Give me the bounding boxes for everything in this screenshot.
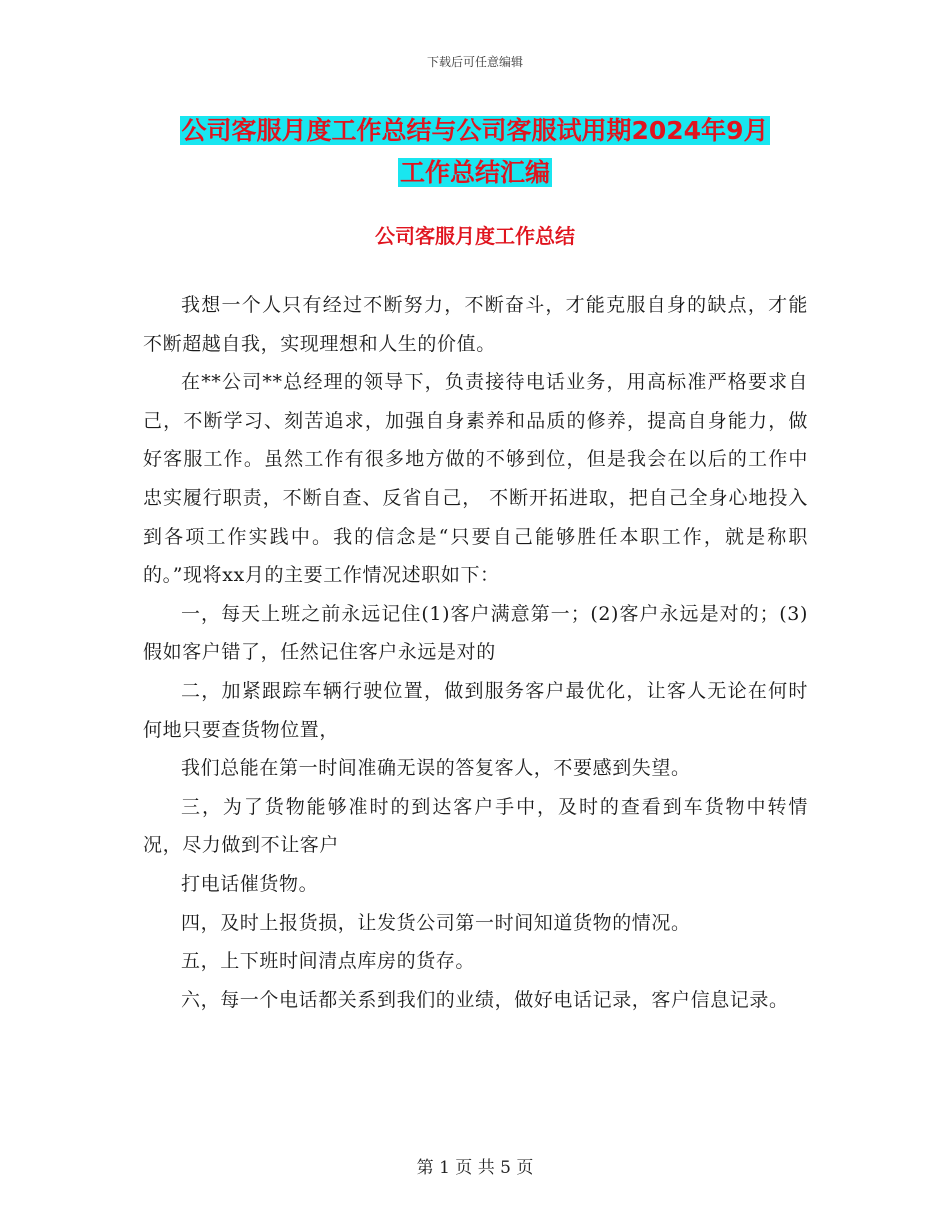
paragraph: 打电话催货物。: [181, 872, 319, 895]
paragraph: 我们总能在第一时间准确无误的答复客人，不要感到失望。: [181, 757, 691, 780]
main-title-line-1: [0, 113, 950, 149]
section-title: 公司客服月度工作总结: [375, 224, 575, 248]
page-number-footer: 第 1 页 共 5 页: [416, 1158, 534, 1178]
paragraph: 在**公司**总经理的领导下，负责接待电话业务，用高标准严格要求自己，不断学习、刻苦追求，加强自身素养和品质的修养，提高自身能力，做好客服工作。虽然工作有很多地方做的不够到位，但是我会在以后的工作中忠实履行职责，不断自查、反省自己， 不断开拓进取，把自己全身心地投入到各项工作实践中。我的信念是“只要自己能够胜任本职工作，就是称职的。”现将xx月的主要工作情况述职如下：: [143, 371, 808, 587]
paragraph: 四，及时上报货损，让发货公司第一时间知道货物的情况。: [181, 911, 691, 934]
paragraph: 一，每天上班之前永远记住(1)客户满意第一；(2)客户永远是对的；(3)假如客户错了，任然记住客户永远是对的: [143, 602, 808, 664]
paragraph: 六，每一个电话都关系到我们的业绩，做好电话记录，客户信息记录。: [181, 988, 789, 1011]
paragraph: 三，为了货物能够准时的到达客户手中，及时的查看到车货物中转情况，尽力做到不让客户: [143, 795, 808, 857]
main-title-line-1-text: 公司客服月度工作总结与公司客服试用期2024年9月: [181, 116, 769, 145]
paragraph: 我想一个人只有经过不断努力，不断奋斗，才能克服自身的缺点，才能不断超越自我，实现理想和人生的价值。: [143, 294, 808, 355]
header-note: 下载后可任意编辑: [426, 55, 523, 69]
paragraph: 五，上下班时间清点库房的货存。: [181, 950, 476, 973]
body-text: [143, 286, 808, 1019]
main-title-line-2-text: 工作总结汇编: [399, 158, 550, 187]
paragraph: 二，加紧跟踪车辆行驶位置，做到服务客户最优化，让客人无论在何时何地只要查货物位置，: [143, 679, 808, 741]
main-title-line-2: [0, 155, 950, 191]
